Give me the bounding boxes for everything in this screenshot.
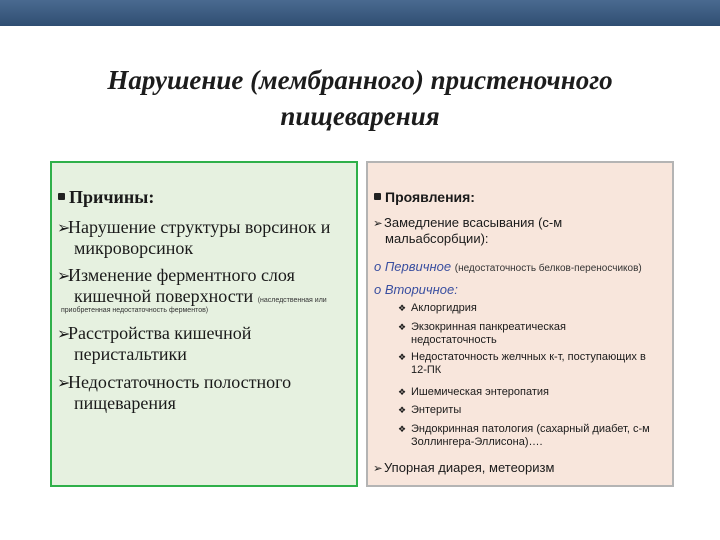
cause-note: (наследственная или xyxy=(257,297,327,304)
causes-panel xyxy=(50,161,358,487)
cause-note-line-2: приобретенная недостаточность ферментов) xyxy=(61,307,209,314)
diamond-bullet-icon: ❖ xyxy=(398,322,407,332)
title-line-2: пищеварения xyxy=(280,101,440,131)
cause-item-2: ➢Изменение ферментного слоя кишечной поверхности (наследственная или xyxy=(57,265,327,306)
manifest-item-1: ➢Замедление всасывания (с-м мальабсорбции): xyxy=(373,215,563,246)
cause-item-4: ➢Недостаточность полостного пищеварения xyxy=(57,372,292,413)
cause-item-3: ➢Расстройства кишечной перистальтики xyxy=(57,323,252,364)
secondary-subitem: ❖ Аклоргидрия xyxy=(398,302,477,314)
square-bullet-icon xyxy=(374,193,381,200)
title-line-1: Нарушение (мембранного) пристеночного xyxy=(107,65,613,95)
diamond-bullet-icon: ❖ xyxy=(398,352,407,362)
manifest-item-last: ➢Упорная диарея, метеоризм xyxy=(373,460,555,475)
circle-bullet-icon: o xyxy=(374,259,382,274)
secondary-subitem: ❖ Недостаточность желчных к-т, поступающих в 12-ПК xyxy=(398,351,646,376)
primary-item: o Первичное (недостаточность белков-переносчиков) xyxy=(374,259,642,274)
secondary-subitem: ❖ Энтериты xyxy=(398,404,462,416)
arrow-bullet-icon: ➢ xyxy=(373,462,383,475)
diamond-bullet-icon: ❖ xyxy=(398,405,407,415)
arrow-bullet-icon: ➢ xyxy=(373,217,383,230)
arrow-bullet-icon: ➢ xyxy=(57,325,71,343)
square-bullet-icon xyxy=(58,193,65,200)
cause-item-1: ➢Нарушение структуры ворсинок и микроворсинок xyxy=(57,217,331,258)
secondary-subitem: ❖ Экзокринная панкреатическая недостаточность xyxy=(398,321,566,346)
diamond-bullet-icon: ❖ xyxy=(398,303,407,313)
arrow-bullet-icon: ➢ xyxy=(57,219,71,237)
causes-heading: Причины: xyxy=(58,187,154,207)
diamond-bullet-icon: ❖ xyxy=(398,387,407,397)
manifestations-panel xyxy=(366,161,674,487)
secondary-subitem: ❖ Ишемическая энтеропатия xyxy=(398,386,550,398)
manifestations-heading: Проявления: xyxy=(374,190,475,205)
diamond-bullet-icon: ❖ xyxy=(398,424,407,434)
arrow-bullet-icon: ➢ xyxy=(57,374,71,392)
arrow-bullet-icon: ➢ xyxy=(57,267,71,285)
top-banner xyxy=(0,0,720,26)
secondary-item: o Вторичное: xyxy=(374,282,458,297)
secondary-subitem: ❖ Эндокринная патология (сахарный диабет, с-м Золлингера-Эллисона)…. xyxy=(398,423,650,448)
slide-title xyxy=(0,62,720,134)
circle-bullet-icon: o xyxy=(374,282,382,297)
